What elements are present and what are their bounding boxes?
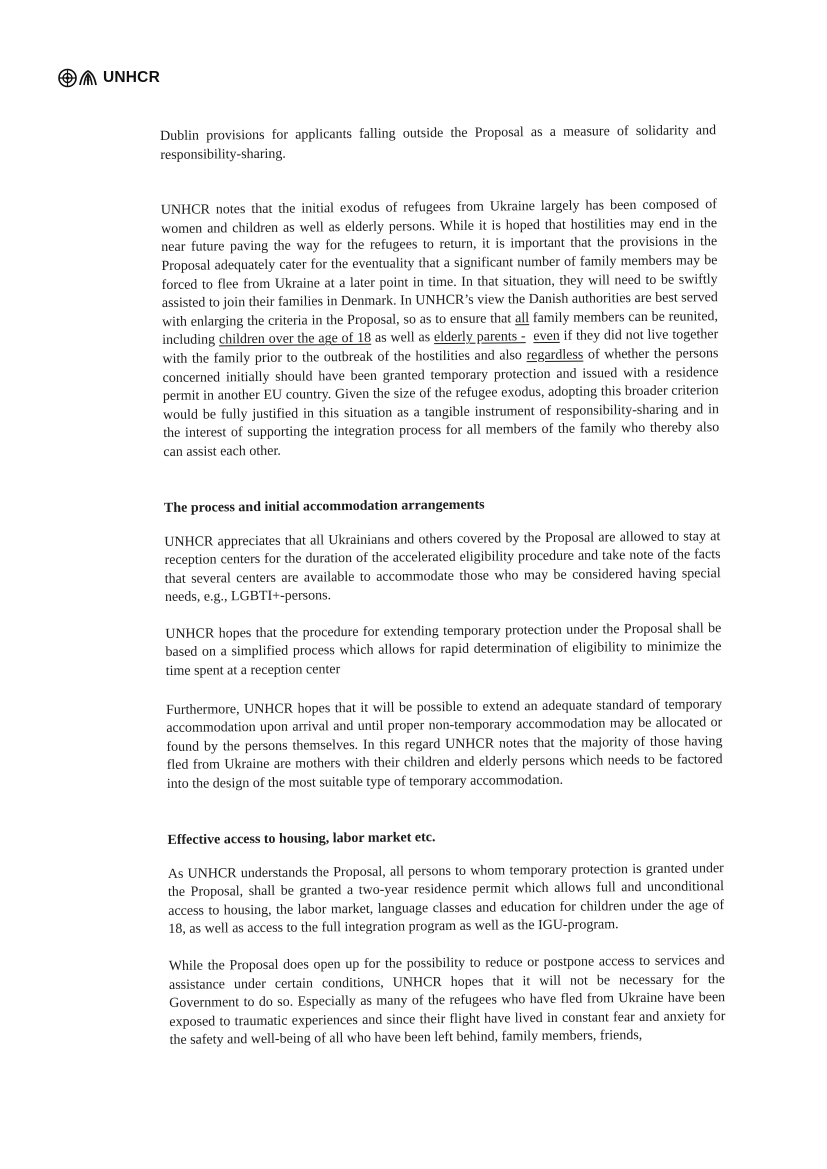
logo-text: UNHCR	[103, 69, 160, 86]
paragraph: While the Proposal does open up for the possibility to reduce or postpone access to services and assistance under certain conditions, UNHCR hopes that it will not be necessary for the Government to do so. Especially as many of the refugees who have fled from Ukraine have been exposed to traumatic experiences and since their flight have lived in constant fear and anxiety for the safety and well-being of all who have been left behind, family members, friends,	[168, 953, 726, 1049]
paragraph: UNHCR hopes that the procedure for extending temporary protection under the Proposal shall be based on a simplified process which allows for rapid determination of eligibility to minimize the time spent at a reception center	[165, 621, 722, 680]
underlined-text: regardless	[526, 347, 584, 364]
section-heading: Effective access to housing, labor market etc.	[167, 829, 436, 848]
paragraph: Furthermore, UNHCR hopes that it will be possible to extend an adequate standard of temporary accommodation upon arrival and until proper non-temporary accommodation may be allocated or found by the persons themselves. In this regard UNHCR notes that the majority of those having fled from Ukraine are mothers with their children and elderly persons which needs to be factored into the design of the most suitable type of temporary accommodation.	[166, 696, 723, 792]
underlined-text: even	[533, 329, 560, 345]
section-heading: The process and initial accommodation arrangements	[163, 497, 485, 516]
document-body	[160, 122, 726, 1051]
paragraph: UNHCR appreciates that all Ukrainians and others covered by the Proposal are allowed to stay at reception centers for the duration of the accelerated eligibility procedure and take note of the facts that several centers are available to accommodate those who may be considered having special needs, e.g., LGBTI+-persons.	[164, 528, 721, 606]
paragraph: As UNHCR understands the Proposal, all persons to whom temporary protection is granted under the Proposal, shall be granted a two-year residence permit which allows full and unconditional access to housing, the labor market, language classes and education for children under the age of 18, as well as access to the full integration program as well as the IGU-program.	[167, 860, 725, 938]
unhcr-logo	[58, 68, 160, 88]
paragraph: UNHCR notes that the initial exodus of refugees from Ukraine largely has been composed of women and children as well as elderly persons. While it is hoped that hostilities may end in the near future paving the way for the refugees to return, it is important that the provisions in the Proposal adequately cater for the eventuality that a significant number of family members may be forced to flee from Ukraine at a later point in time. In that situation, they will need to be swiftly assisted to join their families in Denmark. In UNHCR’s view the Danish authorities are best served with enlarging the criteria in the Proposal, so as to ensure that all family members can be reunited, including children over the age of 18 as well as elderly parents - even if they did not live together with the family prior to the outbreak of the hostilities and also regardless of whether the persons concerned initially should have been granted temporary protection and issued with a residence permit in another EU country. Given the size of the refugee exodus, adopting this broader criterion would be fully justified in this situation as a tangible instrument of responsibility-sharing and in the interest of supporting the integration process for all members of the family who thereby also can assist each other.	[160, 197, 720, 460]
un-emblem-icon	[58, 68, 98, 88]
underlined-text: all	[514, 310, 530, 327]
underlined-text: children over the age of 18	[218, 331, 372, 348]
paragraph: Dublin provisions for applicants falling outside the Proposal as a measure of solidarity and responsibility-sharing.	[160, 123, 717, 163]
underlined-text: elderly parents -	[433, 329, 526, 346]
